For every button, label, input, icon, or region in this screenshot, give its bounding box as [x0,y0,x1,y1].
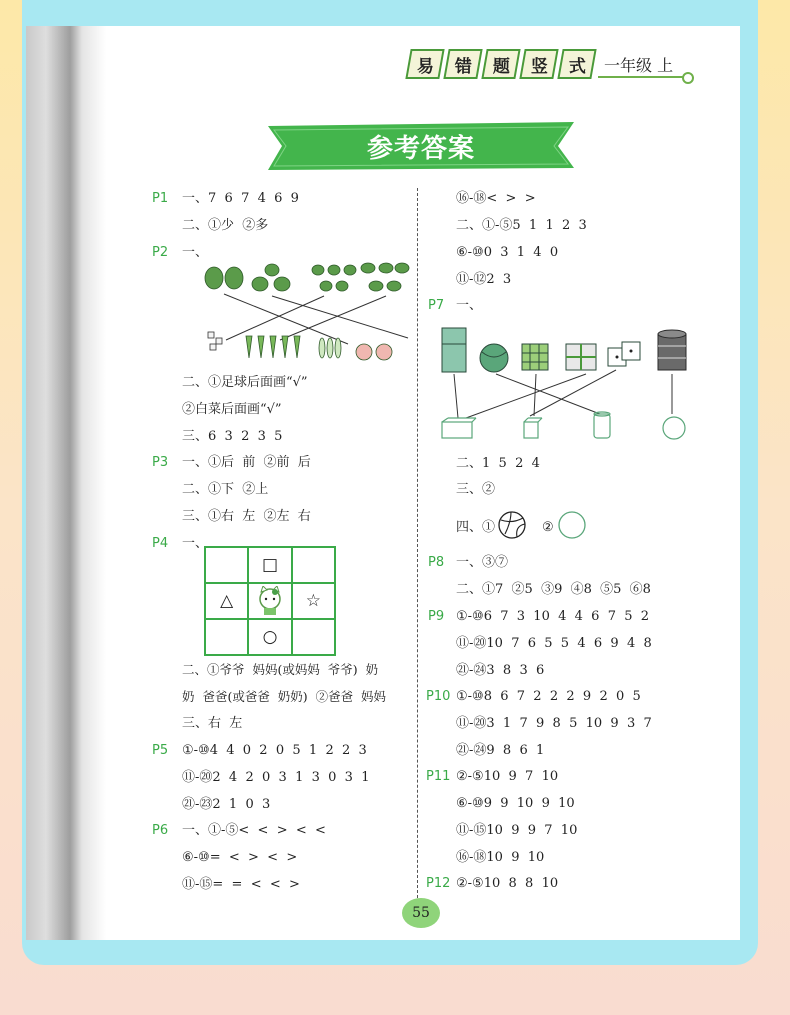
page-label: P1 [152,191,169,206]
page-number: 55 [402,898,440,928]
page-label: P10 [426,689,451,704]
page-label: P7 [428,298,445,313]
animal-food-matching-illustration [196,256,418,364]
answer-line: ②-⑤10 9 7 10 [456,769,559,784]
answer-line: ①-⑩4 4 0 2 0 5 1 2 2 3 [182,743,367,758]
answer-line: ②白菜后面画“√” [182,402,282,417]
grid-cell: △ [205,583,248,619]
answer-line: 二、①足球后面画“√” [182,375,308,390]
page-label: P12 [426,876,451,891]
page-label: P11 [426,769,451,784]
answer-line: 一、①后 前 ②前 后 [182,455,311,470]
answer-line: ㉑-㉔3 8 3 6 [456,663,545,678]
page-label: P2 [152,245,169,260]
answer-line: ⑪-⑮10 9 9 7 10 [456,823,578,838]
answer-line: 一、③⑦ [456,555,509,570]
answer-line: 一、①-⑤< < > < < [182,823,326,838]
position-grid [204,546,336,656]
answer-line: 二、①7 ②5 ③9 ④8 ⑤5 ⑥8 [456,582,651,597]
answer-line: 四、① [456,520,496,535]
answer-banner-title: 参考答案 [366,133,475,164]
header-badge: 竖 [519,49,558,79]
answer-line: 二、①-⑤5 1 1 2 3 [456,218,587,233]
header-badge: 式 [557,49,596,79]
header-underline [598,76,684,78]
answer-line: ①-⑩8 6 7 2 2 2 9 2 0 5 [456,689,641,704]
grid-cell-kitty [248,583,291,619]
answer-line: 二、①爷爷 妈妈(或妈妈 爷爷) 奶 [182,662,379,677]
answer-line: 三、右 左 [182,716,243,731]
page-label: P9 [428,609,445,624]
answer-line: 二、①下 ②上 [182,482,269,497]
answer-line: 二、①少 ②多 [182,218,269,233]
answer-line: ㉑-㉔9 8 6 1 [456,743,545,758]
answer-line: ⑯-⑱< > > [456,191,536,206]
answer-line: 三、①右 左 ②左 右 [182,509,311,524]
volleyball-icon [497,510,527,540]
answer-line: ⑪-⑳2 4 2 0 3 1 3 0 3 1 [182,770,370,785]
answer-line: 一、7 6 7 4 6 9 [182,191,299,206]
answer-line: ⑥-⑩9 9 10 9 10 [456,796,575,811]
grid-cell [205,547,248,583]
header-badge: 题 [481,49,520,79]
answer-line: ⑯-⑱10 9 10 [456,850,545,865]
answer-line: 一、 [182,245,209,260]
grid-cell: □ [248,547,291,583]
header-dot [682,72,694,84]
grid-cell: ○ [248,619,291,655]
answer-line: 三、② [456,482,496,497]
answer-line: 二、1 5 2 4 [456,456,540,471]
header-badge: 易 [405,49,444,79]
page-label: P8 [428,555,445,570]
answer-line: ② [542,520,554,535]
answer-line: ⑪-⑳3 1 7 9 8 5 10 9 3 7 [456,716,652,731]
answer-line: 奶 爸爸(或爸爸 奶奶) ②爸爸 妈妈 [182,689,387,704]
answer-line: ⑪-⑫2 3 [456,272,512,287]
answer-line: ①-⑩6 7 3 10 4 4 6 7 5 2 [456,609,650,624]
answer-line: 三、6 3 2 3 5 [182,429,283,444]
header-badge: 错 [443,49,482,79]
kitty-icon [255,586,285,616]
page-label: P5 [152,743,169,758]
grid-cell [292,619,335,655]
page-label: P4 [152,536,169,551]
grid-cell [205,619,248,655]
page-label: P3 [152,455,169,470]
grid-cell: ☆ [292,583,335,619]
answer-line: ②-⑤10 8 8 10 [456,876,559,891]
grid-cell [292,547,335,583]
answer-line: ㉑-㉓2 1 0 3 [182,797,271,812]
object-shape-matching-illustration [436,322,692,446]
answer-line: ⑥-⑩= < > < > [182,850,298,865]
grade-label: 一年级 上 [604,55,674,75]
book-spine-shadow [26,26,106,940]
answer-line: ⑪-⑳10 7 6 5 5 4 6 9 4 8 [456,636,652,651]
circle-shape-icon [557,510,587,540]
page-label: P6 [152,823,169,838]
answer-line: ⑪-⑮= = < < > [182,877,300,892]
answer-line: 一、 [456,298,483,313]
answer-line: 一、 [182,536,209,551]
answer-line: ⑥-⑩0 3 1 4 0 [456,245,559,260]
